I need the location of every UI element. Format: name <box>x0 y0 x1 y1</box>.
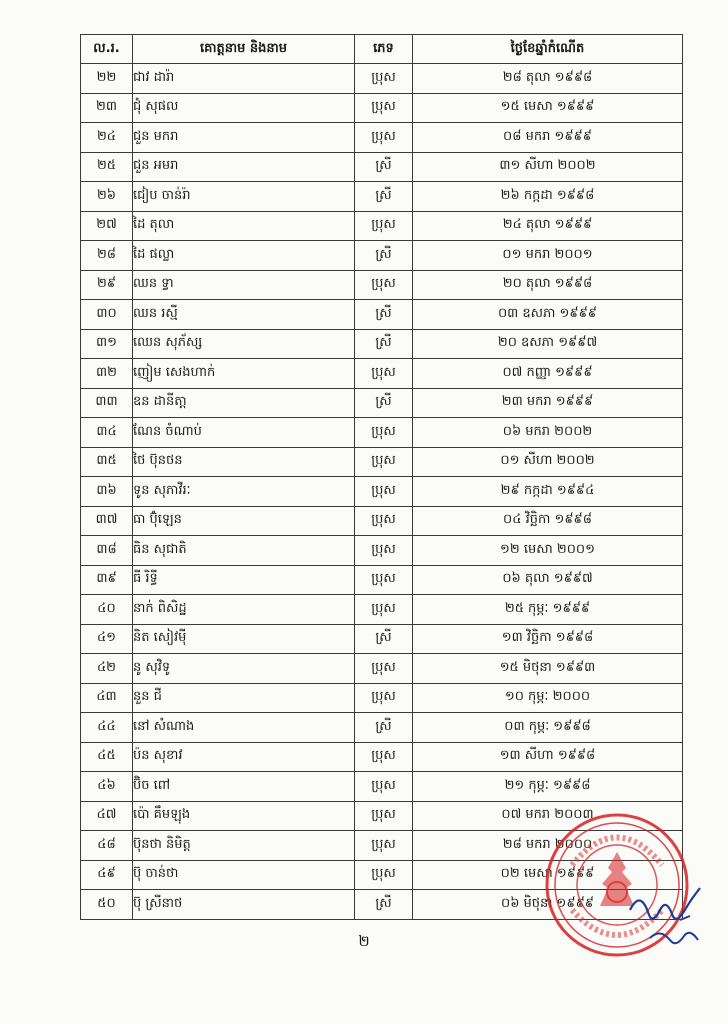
row-name: ថៃ ប៊ុនថន <box>133 447 355 477</box>
row-sex: ប្រុស <box>355 359 413 389</box>
row-sex: ប្រុស <box>355 506 413 536</box>
row-birth-date: ០១ មករា ២០០១ <box>413 241 683 271</box>
row-name: ប៉ោ គឹមឡុង <box>133 801 355 831</box>
row-birth-date: ១៥ មិថុនា ១៩៩៣ <box>413 654 683 684</box>
row-birth-date: ០៦ មិថុនា ១៩៩៩ <box>413 890 683 920</box>
row-name: ជុំ សុផល <box>133 93 355 123</box>
table-row <box>81 182 683 212</box>
row-name: ទូន សុភាវីរៈ <box>133 477 355 507</box>
row-number: ២៤ <box>81 123 133 153</box>
header-name: គោត្តនាម និងនាម <box>133 35 355 64</box>
page-number: ២ <box>358 932 370 950</box>
table-row <box>81 713 683 743</box>
row-number: ៤២ <box>81 654 133 684</box>
table-row <box>81 624 683 654</box>
table-row <box>81 654 683 684</box>
row-name: ឈន ទ្វា <box>133 270 355 300</box>
row-number: ៤០ <box>81 595 133 625</box>
row-name: ធា ប៊ុំឡេន <box>133 506 355 536</box>
row-number: ៣៨ <box>81 536 133 566</box>
row-birth-date: ០១ សីហា ២០០២ <box>413 447 683 477</box>
row-sex: ប្រុស <box>355 595 413 625</box>
row-number: ៤៣ <box>81 683 133 713</box>
row-name: ប៊ុ ចាន់ថា <box>133 860 355 890</box>
row-name: ធី រិទ្ធី <box>133 565 355 595</box>
row-number: ២២ <box>81 64 133 94</box>
row-name: ជួន មករា <box>133 123 355 153</box>
row-birth-date: ០៦ តុលា ១៩៩៧ <box>413 565 683 595</box>
row-birth-date: ១៣ វិច្ឆិកា ១៩៩៨ <box>413 624 683 654</box>
row-name: ធិន សុជាតិ <box>133 536 355 566</box>
table-row <box>81 506 683 536</box>
row-birth-date: ០៤ វិច្ឆិកា ១៩៩៨ <box>413 506 683 536</box>
row-birth-date: ២៣ មករា ១៩៩៩ <box>413 388 683 418</box>
row-birth-date: ០៣ កុម្ភៈ ១៩៩៨ <box>413 713 683 743</box>
row-sex: ស្រី <box>355 241 413 271</box>
row-name: នៅ សំណាង <box>133 713 355 743</box>
row-sex: ប្រុស <box>355 211 413 241</box>
row-birth-date: ២០ តុលា ១៩៩៨ <box>413 270 683 300</box>
row-birth-date: ០៨ មករា ១៩៩៩ <box>413 123 683 153</box>
row-birth-date: ១៥ មេសា ១៩៩៩ <box>413 93 683 123</box>
row-name: ញៀម សេងហាក់ <box>133 359 355 389</box>
row-number: ២៨ <box>81 241 133 271</box>
row-name: ប៊ុ ស្រីនាថ <box>133 890 355 920</box>
row-number: ៣៦ <box>81 477 133 507</box>
table-row <box>81 418 683 448</box>
row-sex: ស្រី <box>355 300 413 330</box>
row-sex: ប្រុស <box>355 860 413 890</box>
row-birth-date: ២៨ មករា ២០០០ <box>413 831 683 861</box>
row-number: ៣៤ <box>81 418 133 448</box>
row-birth-date: ២៨ តុលា ១៩៩៨ <box>413 64 683 94</box>
signature-icon <box>620 880 720 960</box>
row-name: ប៊ុនថា និមិត្ត <box>133 831 355 861</box>
row-name: ដៃ ផល្លា <box>133 241 355 271</box>
row-name: ឈេន សុភ័ស្ស <box>133 329 355 359</box>
row-name: នូ សុវិទូ <box>133 654 355 684</box>
row-sex: ស្រី <box>355 152 413 182</box>
row-sex: ស្រី <box>355 713 413 743</box>
header-sex: ភេទ <box>355 35 413 64</box>
table-row <box>81 359 683 389</box>
row-number: ៤៤ <box>81 713 133 743</box>
row-sex: ប្រុស <box>355 270 413 300</box>
table-row <box>81 388 683 418</box>
row-number: ៤៥ <box>81 742 133 772</box>
table-row <box>81 64 683 94</box>
table-row <box>81 477 683 507</box>
row-number: ៣៩ <box>81 565 133 595</box>
student-table <box>80 34 683 920</box>
table-row <box>81 742 683 772</box>
row-birth-date: ២៩ កក្កដា ១៩៩៤ <box>413 477 683 507</box>
row-sex: ប្រុស <box>355 93 413 123</box>
row-birth-date: ២៤ តុលា ១៩៩៩ <box>413 211 683 241</box>
row-birth-date: ១០ កុម្ភៈ ២០០០ <box>413 683 683 713</box>
row-sex: ប្រុស <box>355 742 413 772</box>
row-sex: ប្រុស <box>355 831 413 861</box>
table-row <box>81 683 683 713</box>
row-number: ៤៨ <box>81 831 133 861</box>
row-birth-date: ០៧ មករា ២០០៣ <box>413 801 683 831</box>
row-name: ប៊ិច ពៅ <box>133 772 355 802</box>
row-sex: ប្រុស <box>355 418 413 448</box>
table-row <box>81 152 683 182</box>
row-sex: ប្រុស <box>355 565 413 595</box>
row-sex: ស្រី <box>355 388 413 418</box>
row-birth-date: ១២ មេសា ២០០១ <box>413 536 683 566</box>
row-number: ៤៦ <box>81 772 133 802</box>
row-sex: ស្រី <box>355 329 413 359</box>
header-number: ល.រ. <box>81 35 133 64</box>
row-number: ២៦ <box>81 182 133 212</box>
row-birth-date: ៣១ សីហា ២០០២ <box>413 152 683 182</box>
row-number: ៣០ <box>81 300 133 330</box>
row-birth-date: ០២ មេសា ១៩៩៩ <box>413 860 683 890</box>
row-birth-date: ០៣ ឧសភា ១៩៩៩ <box>413 300 683 330</box>
table-row <box>81 93 683 123</box>
row-name: ឧន ដានីតា្ត <box>133 388 355 418</box>
row-sex: ស្រី <box>355 624 413 654</box>
row-number: ២៩ <box>81 270 133 300</box>
row-name: ជៀប ចាន់រ៉ា <box>133 182 355 212</box>
row-birth-date: ២១ កុម្ភៈ ១៩៩៨ <box>413 772 683 802</box>
row-number: ៤១ <box>81 624 133 654</box>
row-name: ប៉ន សុខាវ <box>133 742 355 772</box>
row-number: ៣៧ <box>81 506 133 536</box>
row-name: ជួន អមរា <box>133 152 355 182</box>
table-row <box>81 772 683 802</box>
row-name: ដៃ តុលា <box>133 211 355 241</box>
row-birth-date: ០៧ កញ្ញា ១៩៩៩ <box>413 359 683 389</box>
table-row <box>81 595 683 625</box>
table-row <box>81 329 683 359</box>
row-sex: ស្រី <box>355 890 413 920</box>
row-birth-date: ២៦ កក្កដា ១៩៩៨ <box>413 182 683 212</box>
row-name: និត សៀវម៉ី <box>133 624 355 654</box>
row-sex: ប្រុស <box>355 447 413 477</box>
row-name: នួន ជី <box>133 683 355 713</box>
row-number: ៤៩ <box>81 860 133 890</box>
row-birth-date: ២០ ឧសភា ១៩៩៧ <box>413 329 683 359</box>
row-birth-date: ០៦ មករា ២០០២ <box>413 418 683 448</box>
row-sex: ប្រុស <box>355 654 413 684</box>
row-name: ឈន រស្មី <box>133 300 355 330</box>
row-number: ៥០ <box>81 890 133 920</box>
row-sex: ប្រុស <box>355 772 413 802</box>
table-row <box>81 300 683 330</box>
row-number: ៣៥ <box>81 447 133 477</box>
row-number: ២៧ <box>81 211 133 241</box>
row-sex: ប្រុស <box>355 536 413 566</box>
row-sex: ប្រុស <box>355 477 413 507</box>
table-row <box>81 536 683 566</box>
row-sex: ប្រុស <box>355 683 413 713</box>
row-birth-date: ២៥ កុម្ភៈ ១៩៩៩ <box>413 595 683 625</box>
table-row <box>81 565 683 595</box>
row-sex: ប្រុស <box>355 801 413 831</box>
row-number: ៣៣ <box>81 388 133 418</box>
row-name: ណែន ចំណាប់ <box>133 418 355 448</box>
row-sex: ស្រី <box>355 182 413 212</box>
table-row <box>81 211 683 241</box>
table-body <box>81 64 683 920</box>
row-name: ជាវ ដារ៉ា <box>133 64 355 94</box>
table-row <box>81 270 683 300</box>
row-sex: ប្រុស <box>355 123 413 153</box>
row-number: ២៣ <box>81 93 133 123</box>
header-birth-date: ថ្ងៃខែឆ្នាំកំណើត <box>413 35 683 64</box>
table-row <box>81 447 683 477</box>
row-number: ៤៧ <box>81 801 133 831</box>
row-number: ៣១ <box>81 329 133 359</box>
row-birth-date: ១៣ សីហា ១៩៩៨ <box>413 742 683 772</box>
row-name: នាក់ ពិសិដ្ឋ <box>133 595 355 625</box>
table-row <box>81 241 683 271</box>
row-number: ២៥ <box>81 152 133 182</box>
table-header-row <box>81 35 683 64</box>
row-sex: ប្រុស <box>355 64 413 94</box>
row-number: ៣២ <box>81 359 133 389</box>
table-row <box>81 123 683 153</box>
